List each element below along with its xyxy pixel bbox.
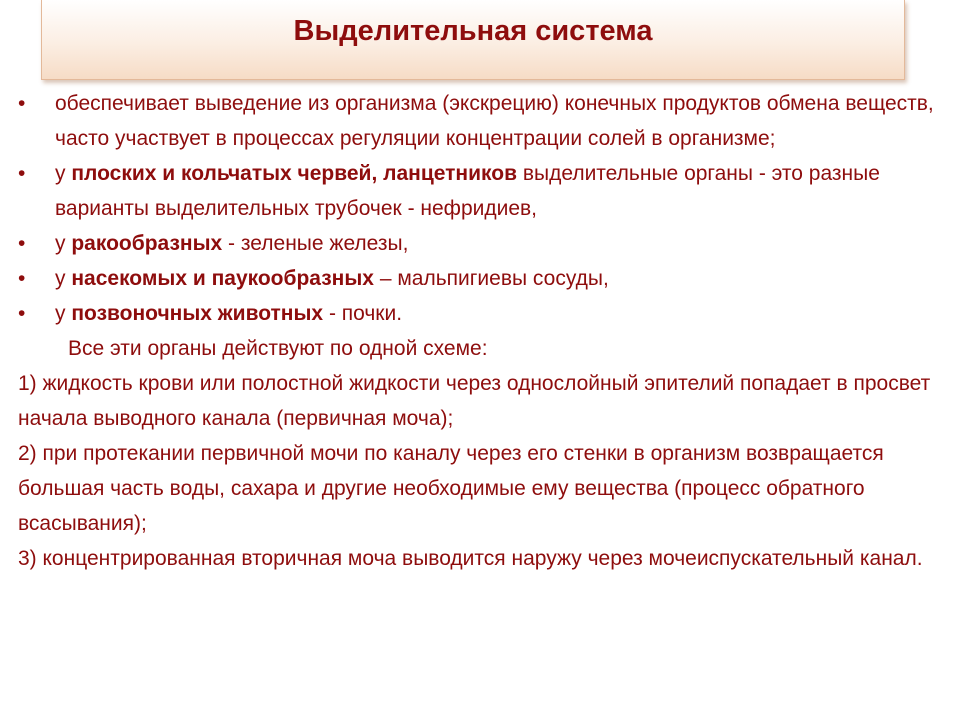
bullet-suffix: - почки.: [323, 302, 403, 325]
title-banner: [41, 0, 905, 80]
step-3: 3) концентрированная вторичная моча выводится наружу через мочеиспускательный канал.: [18, 547, 923, 570]
bullet-prefix: у: [55, 162, 72, 185]
bullet-icon: •: [18, 267, 26, 290]
bullet-bold-term: ракообразных: [71, 232, 223, 255]
bullet-suffix: - зеленые железы,: [222, 232, 409, 255]
slide-content: [18, 86, 953, 576]
bullet-item-worms: [18, 156, 953, 226]
scheme-intro: Все эти органы действуют по одной схеме:: [68, 337, 488, 360]
page-title: Выделительная система: [293, 15, 653, 47]
bullet-list: [18, 86, 953, 331]
bullet-icon: •: [18, 92, 26, 115]
bullet-item-insects: [18, 261, 953, 296]
bullet-bold-term: позвоночных животных: [71, 302, 324, 325]
bullet-prefix: у: [55, 232, 72, 255]
bullet-prefix: у: [55, 267, 72, 290]
bullet-icon: •: [18, 302, 26, 325]
bullet-text: обеспечивает выведение из организма (экскрецию) конечных продуктов обмена веществ, часто участвует в процессах регуляции концентрации солей в организме;: [55, 92, 934, 150]
step-1: 1) жидкость крови или полостной жидкости через однослойный эпителий попадает в просвет начала выводного канала (первичная моча);: [18, 372, 931, 430]
bullet-suffix: выделительные органы - это разные варианты выделительных трубочек - нефридиев,: [55, 162, 880, 220]
bullet-icon: •: [18, 232, 26, 255]
step-2: 2) при протекании первичной мочи по каналу через его стенки в организм возвращается большая часть воды, сахара и другие необходимые ему вещества (процесс обратного всасывания);: [18, 442, 884, 535]
bullet-item-excretion: [18, 86, 953, 156]
bullet-item-crustaceans: [18, 226, 953, 261]
bullet-suffix: – мальпигиевы сосуды,: [373, 267, 609, 290]
bullet-bold-term: насекомых и паукообразных: [71, 267, 374, 290]
bullet-item-vertebrates: [18, 296, 953, 331]
bullet-bold-term: плоских и кольчатых червей, ланцетников: [71, 162, 517, 185]
bullet-icon: •: [18, 162, 26, 185]
bullet-prefix: у: [55, 302, 72, 325]
